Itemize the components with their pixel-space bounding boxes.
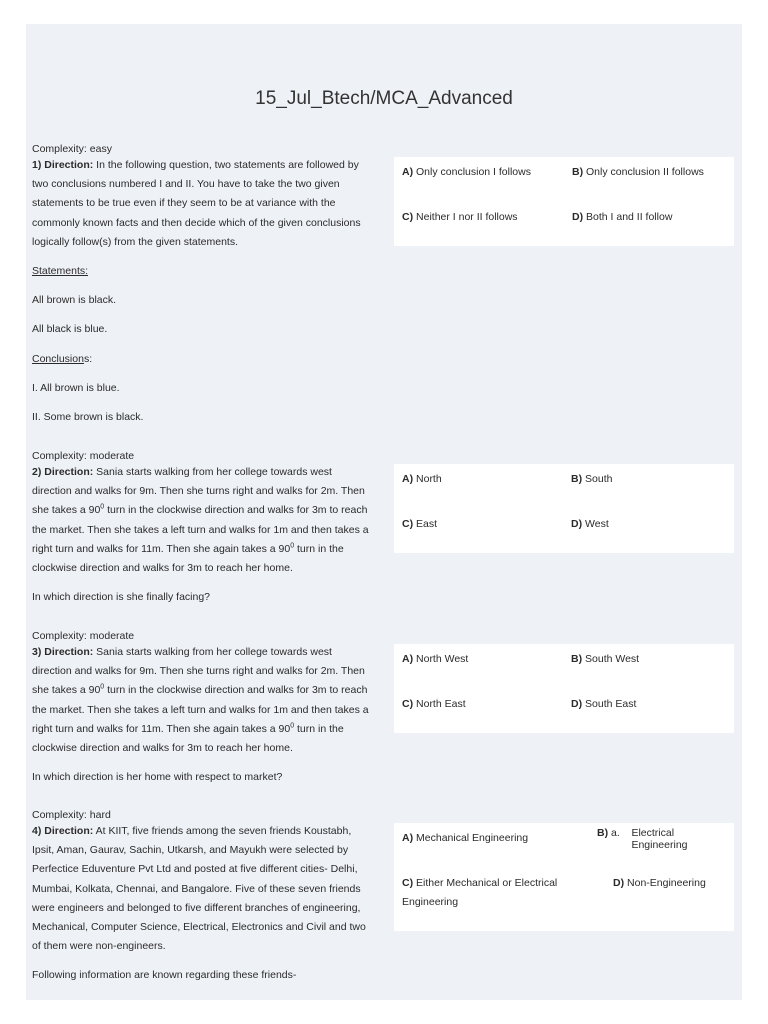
question-4-number: 4) Direction:	[32, 825, 94, 837]
question-3-options	[394, 644, 734, 733]
option-a[interactable]	[402, 650, 468, 669]
question-4-direction: At KIIT, five friends among the seven friends Koustabh, Ipsit, Aman, Gaurav, Sachin, Utkarsh, and Mayukh were selected by Perfectice Eduventure Pvt Ltd and posted at five different cities- Delhi, Mumbai, Kolkata, Chennai, and Bangalore. Five of these seven friends were engineers and belonged to five different branches of engineering, Mechanical, Computer Science, Electrical, Electronics and Civil and two of them were non-engineers.	[32, 825, 366, 953]
option-letter: C)	[402, 877, 414, 889]
question-2-number: 2) Direction:	[32, 466, 94, 478]
option-d[interactable]	[571, 695, 636, 714]
option-letter: D)	[571, 518, 583, 530]
option-letter: A)	[402, 832, 414, 844]
option-text: Neither I nor II follows	[416, 211, 518, 223]
option-text: South West	[585, 653, 640, 665]
option-text: West	[585, 518, 609, 530]
question-2-body	[32, 449, 372, 607]
question-2-options	[394, 464, 734, 553]
option-text: North	[416, 473, 442, 485]
question-3-text	[32, 643, 372, 758]
degree-superscript: 0	[290, 722, 295, 730]
question-2-text-part: Sania starts walking from her college towards west direction and walks for 9m. Then she turns right and walks for 2m. Then she takes a 90	[32, 466, 365, 517]
option-letter: A)	[402, 166, 414, 178]
conclusions-label-suffix: s:	[83, 352, 93, 365]
conclusions-label-underlined: Conclusion	[32, 352, 84, 365]
statements-label: Statements:	[32, 265, 89, 278]
option-a[interactable]	[402, 829, 528, 848]
option-b[interactable]	[571, 470, 612, 489]
degree-superscript: 0	[100, 503, 105, 511]
question-3-text-part: Sania starts walking from her college towards west direction and walks for 9m. Then she turns right and walks for 2m. Then she takes a 90	[32, 646, 365, 697]
option-letter: D)	[572, 211, 584, 223]
question-4-options	[394, 823, 734, 931]
question-2-text-part: turn in the clockwise direction and walks for 3m to reach the market. Then she takes a left turn and walks for 1m and then takes a right turn and walks for 11m. Then she again takes a 90	[32, 504, 369, 555]
option-c[interactable]	[402, 515, 437, 534]
option-letter: B)	[571, 653, 583, 665]
question-3-text-part: turn in the clockwise direction and walks for 3m to reach her home.	[32, 722, 344, 755]
option-text: South East	[585, 698, 637, 710]
option-d[interactable]	[571, 515, 609, 534]
degree-superscript: 0	[100, 683, 105, 691]
option-b[interactable]	[597, 827, 701, 851]
option-letter: C)	[402, 698, 414, 710]
option-b[interactable]	[572, 163, 704, 182]
document-page	[26, 24, 742, 1000]
question-3-ask: In which direction is her home with respect to market?	[32, 771, 283, 784]
option-text: Both I and II follow	[586, 211, 673, 223]
option-letter: A)	[402, 653, 414, 665]
option-d[interactable]	[613, 874, 706, 893]
option-text: North West	[416, 653, 469, 665]
option-c[interactable]	[402, 695, 466, 714]
question-1-text	[32, 156, 372, 252]
option-text: Only conclusion II follows	[586, 166, 704, 178]
option-text: East	[416, 518, 438, 530]
question-1-number: 1) Direction:	[32, 159, 94, 171]
option-letter: A)	[402, 473, 414, 485]
question-2-text-part: turn in the clockwise direction and walks for 3m to reach her home.	[32, 542, 344, 575]
degree-superscript: 0	[290, 542, 295, 550]
option-c[interactable]	[402, 874, 577, 912]
option-text: Either Mechanical or Electrical Engineering	[402, 877, 558, 908]
option-c[interactable]	[402, 208, 518, 227]
question-3-body	[32, 629, 372, 787]
option-letter: D)	[613, 877, 625, 889]
option-letter: C)	[402, 518, 414, 530]
option-letter: D)	[571, 698, 583, 710]
option-text: North East	[416, 698, 466, 710]
question-1-complexity: Complexity: easy	[32, 143, 112, 155]
question-1-body	[32, 142, 372, 427]
option-a[interactable]	[402, 163, 531, 182]
option-letter: C)	[402, 211, 414, 223]
question-2-text	[32, 463, 372, 578]
option-text: Only conclusion I follows	[416, 166, 531, 178]
option-a[interactable]	[402, 470, 442, 489]
question-2-ask: In which direction is she finally facing?	[32, 591, 211, 604]
question-4-body	[32, 808, 372, 986]
question-4-following: Following information are known regarding these friends-	[32, 969, 297, 982]
option-text: Electrical Engineering	[631, 827, 688, 851]
option-text: Non-Engineering	[627, 877, 706, 889]
statement-1: All brown is black.	[32, 294, 117, 307]
statement-2: All black is blue.	[32, 323, 108, 336]
question-1-options	[394, 157, 734, 246]
conclusions-label	[32, 350, 372, 369]
question-1-direction: In the following question, two statements are followed by two conclusions numbered I and II. You have to take the two given statements to be true even if they seem to be at variance with the commonly known facts and then decide which of the given conclusions logically follow(s) from the given statements.	[32, 159, 361, 248]
question-3-number: 3) Direction:	[32, 646, 94, 658]
option-letter: B)	[597, 827, 609, 839]
option-text: South	[585, 473, 613, 485]
page-title: 15_Jul_Btech/MCA_Advanced	[255, 88, 513, 109]
question-3-complexity: Complexity: moderate	[32, 630, 135, 642]
option-text: Mechanical Engineering	[416, 832, 529, 844]
question-2-complexity: Complexity: moderate	[32, 450, 135, 462]
option-sub-letter: a.	[611, 827, 620, 839]
option-d[interactable]	[572, 208, 672, 227]
question-3-text-part: turn in the clockwise direction and walks for 3m to reach the market. Then she takes a left turn and walks for 1m and then takes a right turn and walks for 11m. Then she again takes a 90	[32, 684, 369, 735]
option-b[interactable]	[571, 650, 639, 669]
question-4-complexity: Complexity: hard	[32, 809, 111, 821]
question-4-text	[32, 822, 372, 956]
conclusion-2: II. Some brown is black.	[32, 411, 144, 424]
option-letter: B)	[572, 166, 584, 178]
conclusion-1: I. All brown is blue.	[32, 381, 120, 394]
option-letter: B)	[571, 473, 583, 485]
